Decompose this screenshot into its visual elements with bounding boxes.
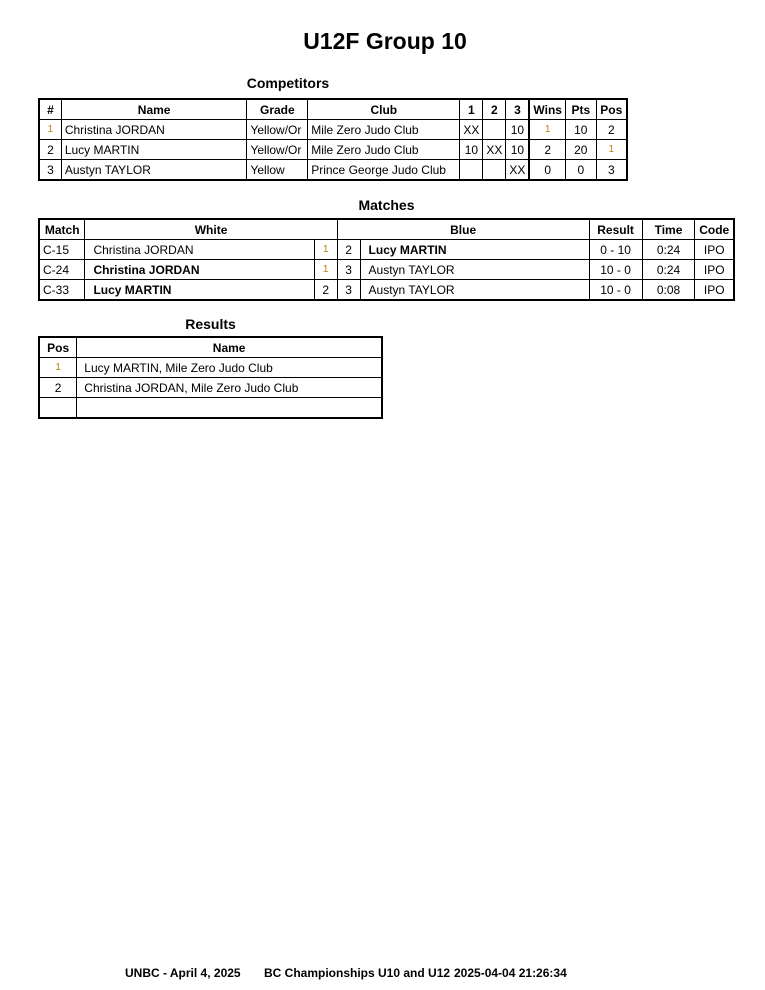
results-heading: Results [185,316,236,332]
competitor-club: Mile Zero Judo Club [308,140,460,160]
match-result: 10 - 0 [589,280,642,301]
pts-cell: 10 [565,120,596,140]
table-row [39,358,382,378]
score-cell [483,120,506,140]
matches-table [38,218,735,301]
blue-player: Austyn TAYLOR [360,280,589,301]
footer-event: BC Championships U10 and U12 [264,966,451,980]
col-header-pts: Pts [565,99,596,120]
white-number: 2 [314,280,337,301]
blue-number: 3 [337,280,360,301]
white-number: 1 [314,260,337,280]
col-header-blue: Blue [337,219,589,240]
white-player: Lucy MARTIN [85,280,314,301]
col-header-num: # [39,99,61,120]
col-header-result: Result [589,219,642,240]
wins-cell: 1 [529,120,565,140]
result-name [77,398,382,419]
competitor-club: Prince George Judo Club [308,160,460,181]
competitor-grade: Yellow/Or [247,120,308,140]
match-id: C-15 [39,240,85,260]
competitors-heading: Competitors [246,75,330,91]
score-cell [460,160,483,181]
pos-cell: 2 [596,120,627,140]
col-header-white: White [85,219,337,240]
blue-number: 3 [337,260,360,280]
col-header-name: Name [77,337,382,358]
white-player: Christina JORDAN [85,260,314,280]
col-header-pos: Pos [596,99,627,120]
competitor-name: Austyn TAYLOR [61,160,247,181]
col-header-match: Match [39,219,85,240]
blue-number: 2 [337,240,360,260]
col-header-pos: Pos [39,337,77,358]
competitor-number: 2 [39,140,61,160]
table-row [39,398,382,419]
score-cell: XX [483,140,506,160]
competitor-number: 3 [39,160,61,181]
table-row [39,140,627,160]
results-header-row [39,337,382,358]
col-header-time: Time [642,219,695,240]
white-number: 1 [314,240,337,260]
pts-cell: 20 [565,140,596,160]
competitor-grade: Yellow/Or [247,140,308,160]
competitor-name: Lucy MARTIN [61,140,247,160]
col-header-name: Name [61,99,247,120]
match-code: IPO [695,260,734,280]
pos-cell: 3 [596,160,627,181]
score-cell: XX [506,160,530,181]
match-result: 0 - 10 [589,240,642,260]
match-id: C-33 [39,280,85,301]
blue-player: Austyn TAYLOR [360,260,589,280]
score-cell: 10 [506,120,530,140]
col-header-grade: Grade [247,99,308,120]
results-table [38,336,383,419]
result-name: Lucy MARTIN, Mile Zero Judo Club [77,358,382,378]
match-id: C-24 [39,260,85,280]
score-cell: XX [460,120,483,140]
table-row [39,240,734,260]
pos-cell: 1 [596,140,627,160]
result-name: Christina JORDAN, Mile Zero Judo Club [77,378,382,398]
competitors-table [38,98,628,181]
white-player: Christina JORDAN [85,240,314,260]
footer-timestamp: 2025-04-04 21:26:34 [454,966,567,980]
table-row [39,160,627,181]
col-header-club: Club [308,99,460,120]
result-pos: 1 [39,358,77,378]
pts-cell: 0 [565,160,596,181]
col-header-wins: Wins [529,99,565,120]
matches-heading: Matches [358,197,415,213]
table-row [39,280,734,301]
blue-player: Lucy MARTIN [360,240,589,260]
col-header-round-2: 2 [483,99,506,120]
wins-cell: 0 [529,160,565,181]
wins-cell: 2 [529,140,565,160]
matches-header-row [39,219,734,240]
match-time: 0:24 [642,240,695,260]
col-header-round-1: 1 [460,99,483,120]
table-row [39,120,627,140]
match-time: 0:24 [642,260,695,280]
competitor-club: Mile Zero Judo Club [308,120,460,140]
competitors-header-row [39,99,627,120]
match-time: 0:08 [642,280,695,301]
footer-venue: UNBC - April 4, 2025 [125,966,241,980]
page-title: U12F Group 10 [303,28,467,54]
match-result: 10 - 0 [589,260,642,280]
score-cell: 10 [506,140,530,160]
table-row [39,260,734,280]
competitor-number: 1 [39,120,61,140]
competitor-name: Christina JORDAN [61,120,247,140]
col-header-code: Code [695,219,734,240]
competitor-grade: Yellow [247,160,308,181]
match-code: IPO [695,280,734,301]
col-header-round-3: 3 [506,99,530,120]
result-pos: 2 [39,378,77,398]
score-cell: 10 [460,140,483,160]
score-cell [483,160,506,181]
table-row [39,378,382,398]
result-pos [39,398,77,419]
match-code: IPO [695,240,734,260]
